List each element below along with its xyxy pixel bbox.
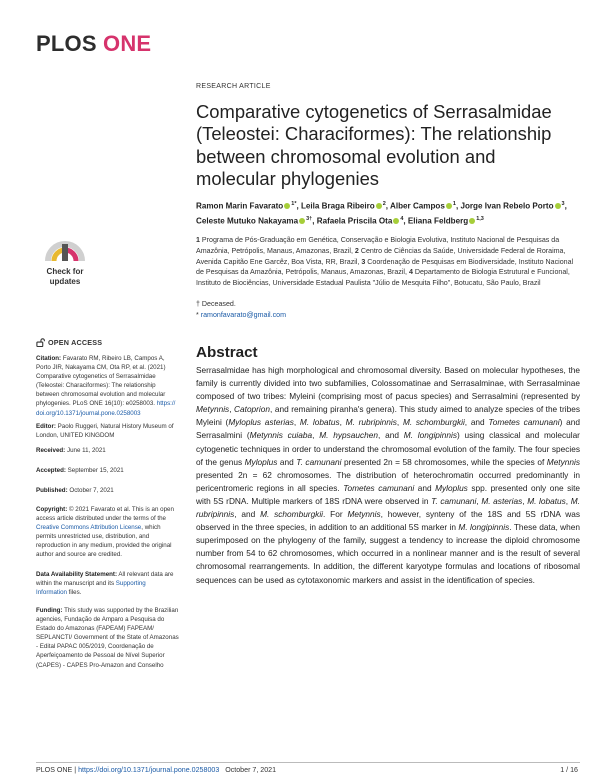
affiliation-text: Coordenação de Pesquisas em Biodiversidade, Instituto Nacional de Pesquisas da Amazônia, Petrópolis, Manaus, Amazonas, Brazil,	[196, 257, 574, 277]
open-access-text: OPEN ACCESS	[48, 338, 103, 347]
editor-line: Paolo Ruggeri, Natural History Museum of	[57, 423, 174, 430]
author-name[interactable]: Alber Campos	[390, 201, 445, 211]
species-name: Tometes camunani	[488, 417, 560, 428]
species-name: M. rubripinnis	[196, 495, 580, 520]
funding-line: agencies, Fundação de Amparo a Pesquisa do	[36, 616, 165, 624]
author-name[interactable]: Ramon Marin Favarato	[196, 201, 284, 211]
orcid-icon[interactable]	[555, 203, 561, 209]
abstract-run: ,	[339, 417, 346, 428]
copyright-line: author and source are credited.	[36, 551, 122, 559]
abstract-run: ) using classical and molecular cytogenetic techniques in order to understand the chromosomal evolution of the family. The four species of the genus	[196, 430, 580, 467]
affiliation-text: Centro de Ciências da Saúde, Universidade Federal de Roraima, Avenida Capitão Ene Garcêz, Boa Vista, RR, Brazil,	[196, 246, 566, 266]
data-availability-line: within the manuscript and its	[36, 580, 116, 588]
footer-doi-link[interactable]: https://doi.org/10.1371/journal.pone.0258003	[78, 766, 220, 774]
citation-line: Comparative cytogenetics of Serrasalmidae	[36, 373, 156, 381]
copyright-label: Copyright:	[36, 506, 68, 513]
abstract-run: , and	[234, 509, 261, 520]
copyright-line: access article distributed under the terms of the	[36, 515, 167, 523]
abstract-run: ,	[565, 495, 571, 506]
species-name: M. longipinnis	[458, 522, 510, 533]
data-availability-line: files.	[66, 589, 82, 597]
species-name: M. asterias	[481, 495, 523, 506]
author-name[interactable]: Jorge Ivan Rebelo Porto	[460, 201, 554, 211]
check-updates-icon	[44, 237, 86, 263]
copyright-line: permits unrestricted use, distribution, and	[36, 533, 150, 541]
supporting-info-link[interactable]: Information	[36, 589, 67, 597]
abstract-run: presented 2n = 62 chromosomes. The distribution of heterochromatin occurred predominantly in pericentromeric regions in all species.	[196, 469, 580, 493]
open-access-label	[36, 338, 102, 347]
data-availability-line: All relevant data are	[117, 571, 174, 578]
abstract-run: , and	[378, 430, 404, 441]
footer-date: October 7, 2021	[225, 766, 277, 774]
orcid-icon[interactable]	[376, 203, 382, 209]
funding-line: - Edital PAPAC 005/2019, Coordenação de	[36, 643, 154, 651]
author-affiliation-number: 3	[561, 201, 565, 207]
funding-line: Aperfeiçoamento de Pessoal de Nível Superior	[36, 652, 165, 660]
received-label: Received:	[36, 447, 66, 454]
supporting-info-link[interactable]: Supporting	[115, 580, 146, 588]
accepted-block	[36, 466, 160, 475]
author-list: Ramon Marin Favarato $^{1*}$, Leila Braga Ribeiro $^2$, Alber Campos $^1$, Jorge Ivan Rebelo Porto $^3$, Celeste Mutuko Nakayama $^{3\dagger}$, Rafaela Priscila Ota $^4$, Eliana Feldberg $^{1,3}$	[196, 201, 567, 226]
citation-block	[36, 354, 176, 418]
corresponding-email	[196, 311, 286, 319]
author-affiliation-number: 1	[452, 201, 456, 207]
species-name: Tometes camunani	[343, 482, 415, 493]
funding-line: Estado do Amazonas (FAPEAM) FAPEAM/	[36, 625, 154, 633]
citation-line: (Teleostei: Characiformes): The relationship	[36, 382, 156, 390]
affiliations	[196, 235, 574, 289]
published-label: Published:	[36, 487, 68, 494]
data-availability-label: Data Availability Statement:	[36, 571, 118, 578]
species-name: M. longipinnis	[403, 430, 457, 441]
received-date: June 11, 2021	[66, 447, 106, 454]
affiliation-number: 2	[354, 246, 361, 255]
species-name: Myloplus	[435, 482, 468, 493]
abstract-run: ,	[522, 495, 528, 506]
orcid-icon[interactable]	[299, 218, 305, 224]
abstract-run: , and remaining piranha's genera). This study aimed to analyze species of the tribes Myleini (	[196, 404, 580, 428]
footer-separator: |	[72, 766, 79, 774]
species-name: M. schomburgkii	[402, 417, 465, 428]
email-marker: *	[196, 311, 201, 319]
page-number: 1 / 16	[560, 766, 578, 774]
open-lock-icon	[36, 338, 45, 347]
author-affiliation-number: 1,3	[476, 216, 484, 223]
orcid-icon[interactable]	[284, 203, 290, 209]
footer-citation	[36, 766, 276, 774]
check-for-updates-badge[interactable]	[38, 237, 92, 293]
abstract-run: ) and Serrasalmini (	[196, 417, 580, 441]
species-name: M. rubripinnis	[345, 417, 397, 428]
data-availability-block	[36, 570, 174, 597]
logo-one: ONE	[103, 31, 152, 56]
species-name: M. hypsauchen	[319, 430, 378, 441]
species-name: Metynnis	[196, 404, 230, 415]
author-name[interactable]: Leila Braga Ribeiro	[300, 201, 375, 211]
species-name: T. camunani	[296, 456, 342, 467]
funding-block	[36, 606, 179, 670]
citation-doi-link[interactable]: https://	[156, 400, 176, 408]
abstract-run: presented 2n = 58 chromosomes, while the species of	[341, 456, 547, 467]
accepted-label: Accepted:	[36, 467, 66, 474]
footer-journal: PLOS ONE	[36, 766, 73, 774]
editor-label: Editor:	[36, 423, 56, 430]
affiliation-text: Programa de Pós-Graduação em Genética, Conservação e Biologia Evolutiva, Instituto Nacional de Pesquisas da Amazônia, Petrópolis, Manaus, Amazonas, Brazil,	[196, 236, 560, 255]
author-name[interactable]: Rafaela Priscila Ota	[316, 216, 393, 226]
logo-plos: PLOS	[36, 31, 97, 56]
affiliation-text: Departamento de Biologia Estrutural e Funcional, Instituto de Biociências, Universidade Estadual Paulista "Júlio de Mesquita Filho", Botucatu, São Paulo, Brazil	[196, 268, 570, 288]
species-name: M. schomburgkii	[260, 509, 324, 520]
editor-block	[36, 422, 174, 440]
abstract-run: and	[277, 456, 297, 467]
copyright-line: © 2021 Favarato et al. This is an open	[69, 506, 174, 513]
accepted-date: September 15, 2021	[67, 467, 124, 474]
species-name: T. camunani	[431, 495, 477, 506]
abstract-run: ,	[396, 417, 403, 428]
copyright-line: , which	[141, 524, 161, 532]
orcid-icon[interactable]	[393, 218, 399, 224]
funding-line: SEPLANCTI/ Government of the State of Amazonas	[36, 634, 179, 642]
footer-divider	[36, 762, 580, 763]
abstract-run: , however, synteny of the 18S and 5S rDNA was observed in the three species, in addition to an additional 5S marker in	[196, 509, 581, 533]
email-link[interactable]: ramonfavarato@gmail.com	[200, 311, 286, 319]
check-updates-line1: Check for	[46, 267, 84, 276]
article-type: RESEARCH ARTICLE	[196, 83, 271, 90]
affiliation-number: 3	[361, 257, 368, 266]
citation-line: phylogenies. PLoS ONE 16(10): e0258003.	[36, 400, 156, 408]
species-name: Metynnis	[546, 456, 580, 467]
abstract-run: ,	[293, 417, 300, 428]
species-name: Catoprion	[234, 404, 271, 415]
funding-label: Funding:	[36, 607, 63, 614]
citation-line: Porto JIR, Nakayama CM, Ota RP, et al. (2021)	[36, 364, 166, 372]
abstract-text	[196, 364, 580, 587]
orcid-icon[interactable]	[469, 218, 475, 224]
editor-line: London, UNITED KINGDOM	[36, 432, 115, 440]
funding-line: (CAPES) - CAPES Pro-Amazon and Conselho	[36, 661, 164, 669]
author-affiliation-number: 1*	[291, 201, 297, 207]
author-affiliation-number: 4	[400, 216, 404, 223]
species-name: Metynnis	[347, 509, 381, 520]
abstract-run: , and	[464, 417, 489, 428]
check-updates-label	[38, 267, 92, 286]
abstract-run: . These data, when superimposed on the phylogeny of the family, suggest a tendency to increase the diploid chromosome number from 54 to 62 chromosomes, which occurred in a nonlinear manner and is the result of several chromosomal rearrangements. In addition, the different karyotype formulas and locations of ribosomal sequences can be used as cytotaxonomic markers and assist in the identification of species.	[196, 522, 580, 585]
copyright-block	[36, 505, 174, 560]
deceased-note: † Deceased.	[196, 300, 236, 308]
species-name: M. lobatus	[299, 417, 340, 428]
author-affiliation-number: 2	[382, 201, 386, 207]
abstract-run: spp. presented only one site with 5S rDNA. Multiple markers of 18S rDNA were observed in	[196, 482, 580, 506]
abstract-run: ,	[476, 495, 482, 506]
check-updates-line2: updates	[49, 276, 81, 286]
citation-label: Citation:	[36, 355, 62, 362]
abstract-heading: Abstract	[196, 344, 258, 361]
author-name[interactable]: Eliana Feldberg	[407, 216, 469, 226]
orcid-icon[interactable]	[446, 203, 452, 209]
license-link[interactable]: Creative Commons Attribution License	[36, 524, 142, 532]
copyright-line: reproduction in any medium, provided the original	[36, 542, 172, 550]
published-date: October 7, 2021	[69, 487, 114, 494]
journal-logo[interactable]	[36, 31, 151, 57]
abstract-run: ,	[312, 430, 320, 441]
funding-line: This study was supported by the Brazilian	[62, 607, 179, 614]
species-name: Metynnis cuiaba	[249, 430, 313, 441]
citation-line: between chromosomal evolution and molecular	[36, 391, 166, 399]
author-name[interactable]: Celeste Mutuko Nakayama	[196, 216, 299, 226]
affiliation-number: 4	[408, 268, 415, 277]
abstract-run: . For	[323, 509, 348, 520]
species-name: M. lobatus	[527, 495, 566, 506]
received-block	[36, 446, 160, 455]
citation-line: Favarato RM, Ribeiro LB, Campos A,	[62, 355, 165, 362]
citation-doi-link[interactable]: doi.org/10.1371/journal.pone.0258003	[36, 409, 141, 417]
article-title: Comparative cytogenetics of Serrasalmidae (Teleostei: Characiformes): The relationship between chromosomal evolution and molecular phylogenies	[196, 101, 552, 190]
published-block	[36, 486, 160, 495]
abstract-run: Serrasalmidae has high morphological and chromosomal diversity. Based on molecular hypotheses, the family is currently divided into two subfamilies, Colossomatinae and Serrasalminae, with Serrasalminae composed of two tribes: Myleini (comprising most of pacus species) and Serrasalmini (represented by	[196, 365, 580, 402]
species-name: Myloplus	[244, 456, 278, 467]
author-affiliation-number: 3†	[306, 216, 313, 223]
abstract-run: ,	[229, 404, 235, 415]
species-name: Myloplus asterias	[228, 417, 294, 428]
affiliation-number: 1	[196, 236, 202, 244]
abstract-run: and	[414, 482, 436, 493]
